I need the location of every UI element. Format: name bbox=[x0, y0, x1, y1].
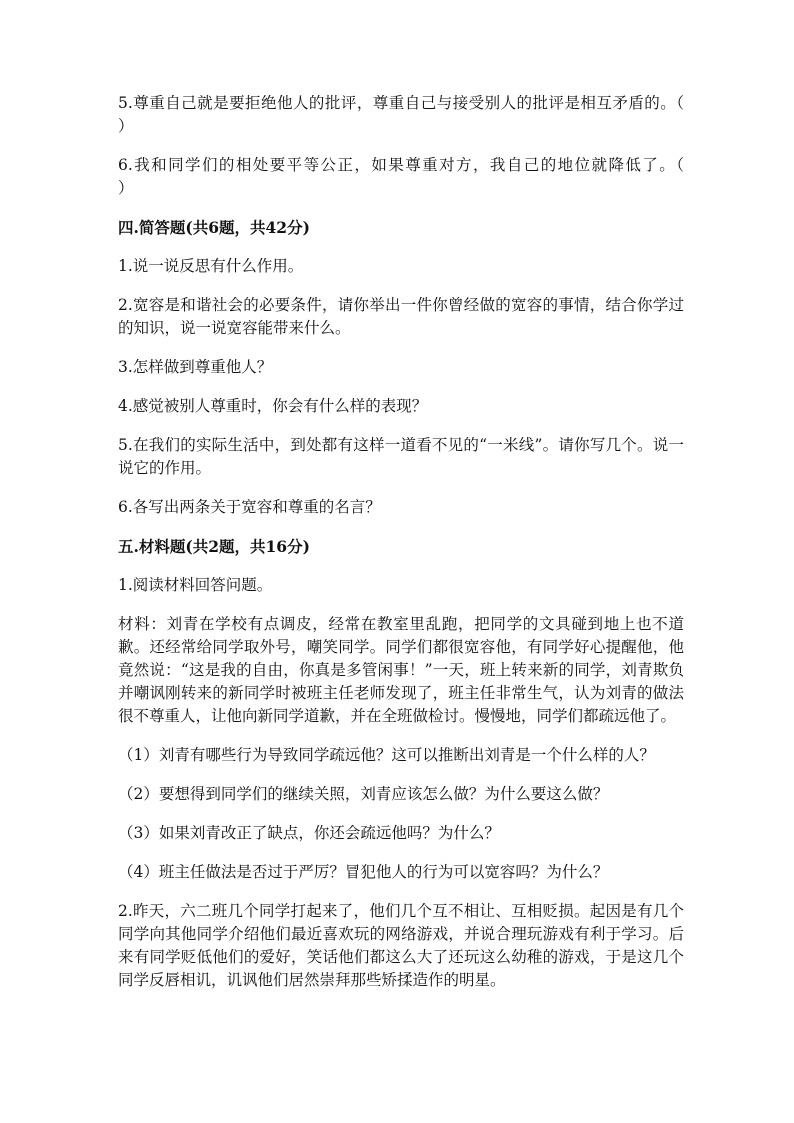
material-question-2-text: 2.昨天，六二班几个同学打起来了，他们几个互不相让、互相贬损。起因是有几个同学向其他同学介绍他们最近喜欢玩的网络游戏，并说合理玩游戏有利于学习。后来有同学贬低他们的爱好，笑话他们都这么大了还玩这么幼稚的游戏，于是这几个同学反唇相讥，讥讽他们居然崇拜那些矫揉造作的明星。 bbox=[118, 902, 684, 989]
short-answer-4: 4.感觉被别人尊重时，你会有什么样的表现？ bbox=[118, 397, 428, 415]
section-4-heading: 四.简答题(共6题，共42分) bbox=[118, 218, 310, 237]
material-question-1-title: 1.阅读材料回答问题。 bbox=[118, 576, 273, 594]
material-subquestion-1: （1）刘青有哪些行为导致同学疏远他？这可以推断出刘青是一个什么样的人？ bbox=[118, 746, 655, 764]
short-answer-2: 2.宽容是和谐社会的必要条件，请你举出一件你曾经做的宽容的事情，结合你学过的知识，说一说宽容能带来什么。 bbox=[118, 296, 684, 337]
material-subquestion-3: （3）如果刘青改正了缺点，你还会疏远他吗？为什么？ bbox=[118, 824, 500, 842]
judgement-item-5: 5.尊重自己就是要拒绝他人的批评，尊重自己与接受别人的批评是相互矛盾的。（ ） bbox=[118, 94, 731, 135]
material-question-1-text: 材料：刘青在学校有点调皮，经常在教室里乱跑，把同学的文具碰到地上也不道歉。还经常给同学取外号，嘲笑同学。同学们都很宽容他，有同学好心提醒他，他竟然说：“这是我的自由，你真是多管闲事！”一天，班上转来新的同学，刘青欺负并嘲讽刚转来的新同学时被班主任老师发现了，班主任非常生气，认为刘青的做法很不尊重人，让他向新同学道歉，并在全班做检讨。慢慢地，同学们都疏远他了。 bbox=[118, 615, 684, 725]
judgement-item-6: 6.我和同学们的相处要平等公正，如果尊重对方，我自己的地位就降低了。（ ） bbox=[118, 156, 731, 197]
short-answer-6: 6.各写出两条关于宽容和尊重的名言？ bbox=[118, 498, 381, 516]
short-answer-1: 1.说一说反思有什么作用。 bbox=[118, 257, 304, 275]
short-answer-5: 5.在我们的实际生活中，到处都有这样一道看不见的“一米线”。请你写几个。说一说它的作用。 bbox=[118, 436, 684, 477]
material-subquestion-4: （4）班主任做法是否过于严厉？冒犯他人的行为可以宽容吗？为什么？ bbox=[118, 863, 609, 881]
section-5-heading: 五.材料题(共2题，共16分) bbox=[118, 537, 310, 556]
short-answer-3: 3.怎样做到尊重他人？ bbox=[118, 358, 273, 376]
material-subquestion-2: （2）要想得到同学们的继续关照，刘青应该怎么做？为什么要这么做？ bbox=[118, 785, 609, 803]
